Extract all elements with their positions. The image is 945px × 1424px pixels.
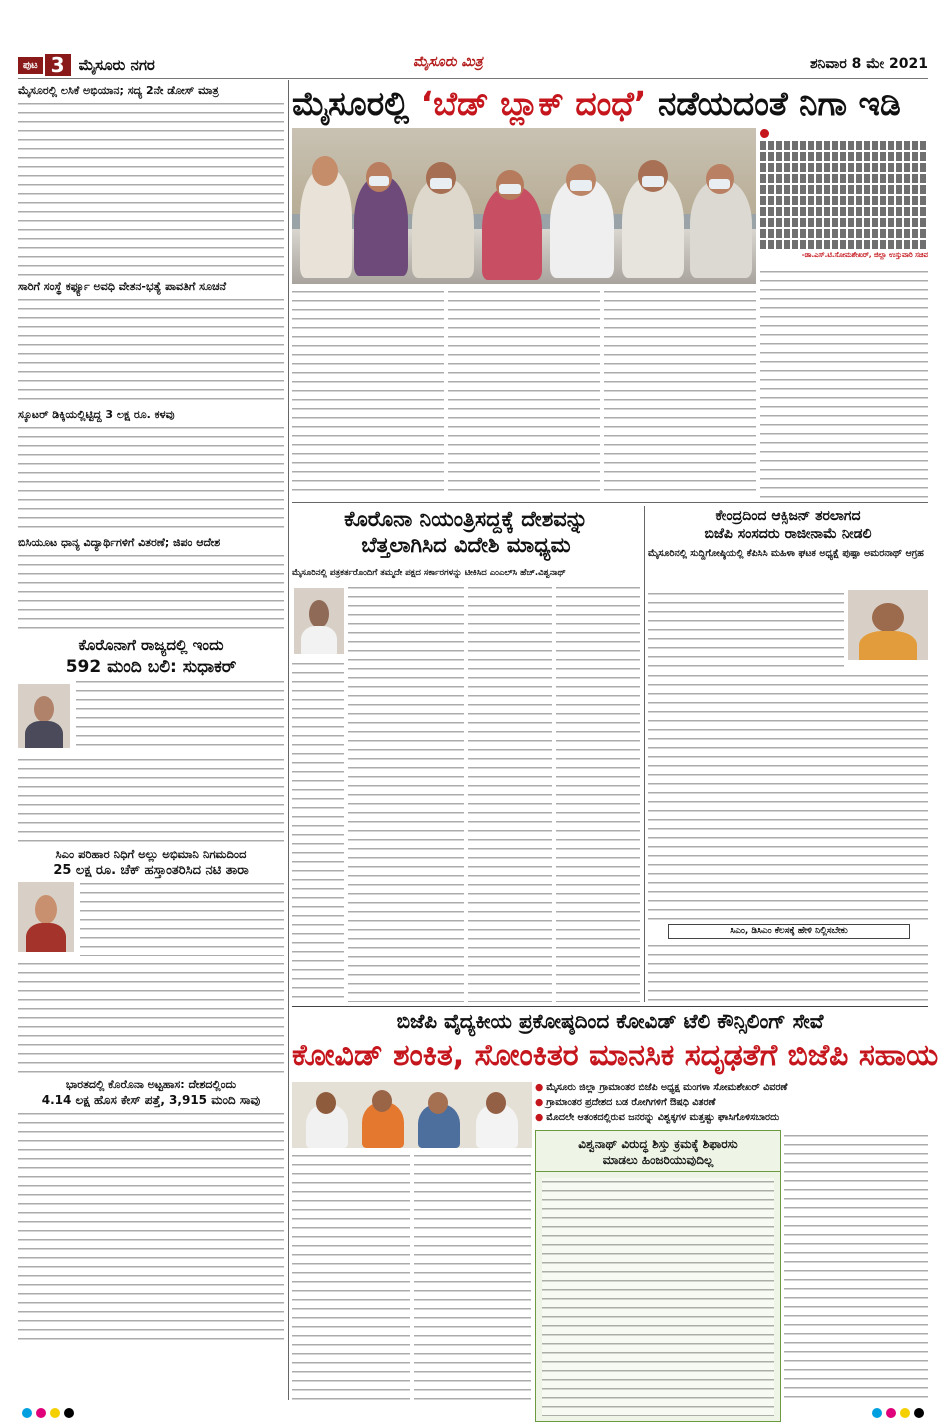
story-body [18,960,284,1076]
box-body [542,1178,774,1416]
story-body [80,880,284,956]
bottom-bullets [535,1080,928,1125]
box-headline [536,1131,780,1172]
left-column [18,82,284,1402]
lead-body-col [760,268,928,498]
story-headline: ಕೊರೊನಾಗೆ ರಾಜ್ಯದಲ್ಲಿ ಇಂದು [78,636,224,654]
bottom-headline: ಕೋವಿಡ್ ಶಂಕಿತ, ಸೋಂಕಿತರ ಮಾನಸಿಕ ಸದೃಢತೆಗೆ ಬಿಜೆಪಿ ಸಹಾಯ [292,1038,939,1073]
story-headline: ಮೈಸೂರಲ್ಲಿ ಲಸಿಕೆ ಅಭಿಯಾನ; ಸದ್ಯ 2ನೇ ಡೋಸ್ ಮಾತ್ರ [18,84,219,97]
story-body [18,756,284,846]
page-badge [18,54,155,76]
vishwanath-photo [294,588,344,654]
lead-body-col [448,288,600,498]
right-body-col [648,590,844,668]
lead-headline-part: ನಡೆಯದಂತೆ ನಿಗಾ ಇಡಿ [646,84,901,123]
paper-logo: ಮೈಸೂರು ಮಿತ್ರ [413,54,483,70]
story-body [18,552,284,634]
right-body-col [648,942,928,1002]
middle-lede: ಮೈಸೂರಿನಲ್ಲಿ ಪತ್ರಕರ್ತರೊಂದಿಗೆ ತಮ್ಮದೇ ಪಕ್ಷದ ಸರ್ಕಾರಗಳನ್ನು ಟೀಕಿಸಿದ ಎಂಎಲ್‌ಸಿ ಹೆಚ್.ವಿಶ್ವನಾಥ್ [292,568,566,578]
lead-headline-highlight: ‘ಬೆಡ್ ಬ್ಲಾಕ್ ದಂಧೆ’ [420,84,647,123]
story-headline: ಸಾರಿಗೆ ಸಂಸ್ಥೆ ಕರ್ಫ್ಯೂ ಅವಧಿ ವೇತನ-ಭತ್ಯೆ ಪಾವತಿಗೆ ಸೂಚನೆ [18,280,227,293]
section-rule [292,502,928,503]
right-body-col [648,672,928,920]
bjp-meeting-photo [292,1082,532,1148]
middle-body-col [556,584,640,1002]
quote-box [760,128,928,263]
middle-body-col [292,660,344,1002]
middle-headline [292,506,640,559]
story-headline: ಭಾರತದಲ್ಲಿ ಕೊರೊನಾ ಅಟ್ಟಹಾಸ: ದೇಶದಲ್ಲಿಂದು [65,1078,237,1091]
story-body [18,100,284,278]
actress-photo [18,882,74,952]
lead-body-col [604,288,756,498]
lead-headline-part: ಮೈಸೂರಲ್ಲಿ [292,84,421,123]
minister-photo [18,684,70,748]
registration-mark [872,1408,882,1418]
lead-headline [292,80,928,128]
right-headline [648,508,928,543]
headline-line: ಮಾಡಲು ಹಿಂಜರಿಯುವುದಿಲ್ಲ [602,1153,714,1167]
story-body [18,296,284,406]
registration-mark [22,1408,32,1418]
registration-mark [50,1408,60,1418]
story-body [76,678,284,752]
discipline-box [535,1130,781,1422]
bullet-item: ● ಗ್ರಾಮಾಂತರ ಪ್ರದೇಶದ ಬಡ ರೋಗಿಗಳಿಗೆ ಔಷಧಿ ವಿತರಣೆ [535,1095,928,1110]
registration-mark [64,1408,74,1418]
right-tag: ಸಿಎಂ, ಡಿಸಿಎಂ ಕೆಲಸಕ್ಕೆ ಹೇಳಿ ನಿಲ್ಲಿಸಬೇಕು [668,924,910,939]
headline-line: ಕೇಂದ್ರದಿಂದ ಆಕ್ಸಿಜನ್ ತರಲಾಗದ [715,508,861,524]
lead-body-col [292,288,444,498]
story-headline: ಸಿಎಂ ಪರಿಹಾರ ನಿಧಿಗೆ ಅಲ್ಲು ಅಭಿಮಾನಿ ನಿಗಮದಿಂದ [55,847,247,861]
story-headline: 592 ಮಂದಿ ಬಲಿ: ಸುಧಾಕರ್ [65,657,237,677]
dateline: ಶನಿವಾರ 8 ಮೇ 2021 [809,56,928,72]
column-rule [644,506,645,1002]
middle-body-col [468,584,552,1002]
story-headline: ಸ್ಕೂಟರ್ ಡಿಕ್ಕಿಯಲ್ಲಿಟ್ಟಿದ್ದ 3 ಲಕ್ಷ ರೂ. ಕಳವು [18,408,175,421]
bottom-body-col [414,1152,531,1402]
story-headline: ಬಿಸಿಯೂಟ ಧಾನ್ಯ ವಿದ್ಯಾರ್ಥಿಗಳಿಗೆ ವಿತರಣೆ; ಜಿಪಂ ಆದೇಶ [18,536,221,549]
bottom-body-col [784,1132,928,1402]
middle-body-col [348,584,464,1002]
masthead [18,52,928,79]
story-headline: 25 ಲಕ್ಷ ರೂ. ಚೆಕ್ ಹಸ್ತಾಂತರಿಸಿದ ನಟಿ ತಾರಾ [53,863,249,878]
bullet-dot-icon [760,129,769,138]
registration-mark [36,1408,46,1418]
meeting-photo [292,128,756,284]
right-subhead: ಮೈಸೂರಿನಲ್ಲಿ ಸುದ್ದಿಗೋಷ್ಠಿಯಲ್ಲಿ ಕೆಪಿಸಿಸಿ ಮಹಿಳಾ ಘಟಕ ಅಧ್ಯಕ್ಷೆ ಪುಷ್ಪಾ ಅಮರನಾಥ್ ಆಗ್ರಹ [648,548,924,559]
story-headline: 4.14 ಲಕ್ಷ ಹೊಸ ಕೇಸ್ ಪತ್ತೆ, 3,915 ಮಂದಿ ಸಾವು [41,1093,261,1107]
headline-line: ಬೆತ್ತಲಾಗಿಸಿದ ವಿದೇಶಿ ಮಾಧ್ಯಮ [361,533,571,558]
bottom-kicker: ಬಿಜೆಪಿ ವೈದ್ಯಕೀಯ ಪ್ರಕೋಷ್ಠದಿಂದ ಕೋವಿಡ್ ಟೆಲಿ ಕೌನ್ಸಿಲಿಂಗ್ ಸೇವೆ [292,1006,928,1035]
bullet-item: ● ಮೊದಲೇ ಆತಂಕದಲ್ಲಿರುವ ಜನರನ್ನು ವಿಶ್ವಕ್ಕಗಳ ಮತ್ತಷ್ಟು ಘಾಸಿಗೊಳಿಸಬಾರದು [535,1110,928,1125]
page-number: 3 [45,54,71,76]
page-label: ಪುಟ [18,57,43,74]
registration-mark [886,1408,896,1418]
column-rule [288,80,289,1400]
story-body [18,424,284,534]
registration-mark [914,1408,924,1418]
quote-signature: -ಡಾ.ಎಸ್.ಟಿ.ಸೋಮಶೇಖರ್, ಜಿಲ್ಲಾ ಉಸ್ತುವಾರಿ ಸಚಿವ [801,251,928,259]
headline-line: ಬಿಜೆಪಿ ಸಂಸದರು ರಾಜೀನಾಮೆ ನೀಡಲಿ [704,525,872,542]
registration-mark [900,1408,910,1418]
story-body [18,1110,284,1340]
headline-line: ವಿಶ್ವನಾಥ್ ವಿರುದ್ಧ ಶಿಸ್ತು ಕ್ರಮಕ್ಕೆ ಶಿಫಾರಸು [578,1137,738,1151]
bullet-item: ● ಮೈಸೂರು ಜಿಲ್ಲಾ ಗ್ರಾಮಾಂತರ ಬಿಜೆಪಿ ಅಧ್ಯಕ್ಷ ಮಂಗಳಾ ಸೋಮಶೇಖರ್ ವಿವರಣೆ [535,1080,928,1095]
pushpa-amarnath-photo [848,590,928,660]
bottom-body-col [292,1152,410,1402]
section-name: ಮೈಸೂರು ನಗರ [78,56,155,74]
headline-line: ಕೊರೊನಾ ನಿಯಂತ್ರಿಸದ್ದಕ್ಕೆ ದೇಶವನ್ನು [344,507,588,531]
